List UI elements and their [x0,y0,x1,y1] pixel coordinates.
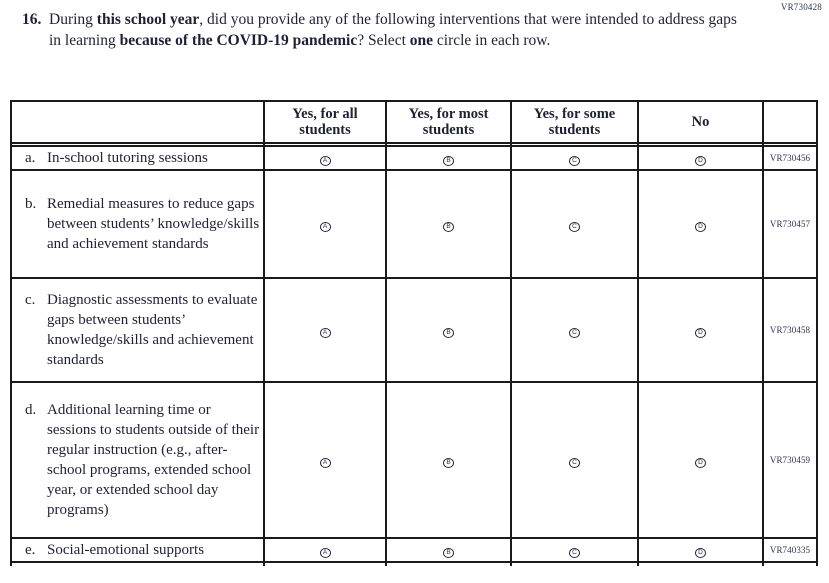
row-label-cell [11,382,264,538]
option-circle-c[interactable]: C [569,222,580,232]
column-header-yes-most-students: Yes, for most students [386,101,511,143]
option-circle-c[interactable]: C [569,548,580,558]
table-row-a [11,146,817,170]
option-circle-b[interactable]: B [443,458,454,468]
row-label-cell [11,538,264,562]
row-code: VR740335 [763,538,817,562]
row-code: VR730457 [763,170,817,278]
option-cell [638,146,763,170]
option-circle-d[interactable]: D [695,222,706,232]
option-circle-c[interactable]: C [569,458,580,468]
table-header-row [11,101,817,143]
table-row-e [11,538,817,562]
row-letter: b. [25,196,37,212]
option-circle-d[interactable]: D [695,328,706,338]
column-header-yes-some-students: Yes, for some students [511,101,638,143]
question-segment: ? Select [357,32,410,49]
question-text [49,9,740,51]
option-cell [511,146,638,170]
option-circle-c[interactable]: C [569,328,580,338]
question-segment-bold: this school year [96,11,200,28]
option-cell [264,170,386,278]
option-cell [386,170,511,278]
question-segment: , did you provide any of the following interventions that were intended to address gaps in learning [49,11,737,49]
row-code: VR730458 [763,278,817,382]
option-cell [511,170,638,278]
question-segment-bold: because of the COVID-19 pandemic [119,32,358,49]
row-label: Remedial measures to reduce gaps between students’ knowledge/skills and achievement standards [47,196,260,252]
row-letter: c. [25,292,36,308]
column-header-no: No [638,101,763,143]
option-circle-d[interactable]: D [695,548,706,558]
option-cell [511,278,638,382]
option-cell [638,382,763,538]
question-segment: During [49,11,97,28]
option-circle-c[interactable]: C [569,156,580,166]
interventions-table [10,100,818,566]
option-cell [511,382,638,538]
option-circle-a[interactable]: A [320,156,331,166]
table-row-d [11,382,817,538]
question-segment: circle in each row. [433,32,551,49]
row-label-cell [11,278,264,382]
row-letter: a. [25,150,36,166]
option-circle-b[interactable]: B [443,222,454,232]
option-cell [386,382,511,538]
option-cell [386,538,511,562]
table-row-b [11,170,817,278]
option-cell [264,146,386,170]
option-cell [264,382,386,538]
option-cell [264,538,386,562]
form-code-top-right: VR730428 [780,2,822,12]
option-cell [638,538,763,562]
option-circle-b[interactable]: B [443,328,454,338]
row-letter: e. [25,542,36,558]
table-row-c [11,278,817,382]
option-circle-a[interactable]: A [320,458,331,468]
table-continuation-stub-row [11,562,817,566]
column-header-code-blank [763,101,817,143]
question-segment-bold: one [409,32,434,49]
row-code: VR730459 [763,382,817,538]
option-cell [386,278,511,382]
question-16 [22,9,740,51]
row-label: Social-emotional supports [47,542,205,558]
option-circle-a[interactable]: A [320,548,331,558]
option-circle-a[interactable]: A [320,328,331,338]
option-cell [386,146,511,170]
row-label: Additional learning time or sessions to students outside of their regular instruction (e.g., after-school programs, extended school year, or extended school day programs) [47,402,260,518]
option-cell [511,538,638,562]
row-label: In-school tutoring sessions [47,150,208,166]
option-circle-b[interactable]: B [443,548,454,558]
option-circle-b[interactable]: B [443,156,454,166]
option-circle-d[interactable]: D [695,458,706,468]
option-cell [638,278,763,382]
question-number: 16. [22,11,42,28]
column-header-blank [11,101,264,143]
row-label: Diagnostic assessments to evaluate gaps between students’ knowledge/skills and achievement standards [47,292,258,368]
option-cell [264,278,386,382]
option-cell [638,170,763,278]
row-code: VR730456 [763,146,817,170]
row-label-cell [11,146,264,170]
column-header-yes-all-students: Yes, for all students [264,101,386,143]
row-label-cell [11,170,264,278]
option-circle-a[interactable]: A [320,222,331,232]
row-letter: d. [25,402,37,418]
option-circle-d[interactable]: D [695,156,706,166]
